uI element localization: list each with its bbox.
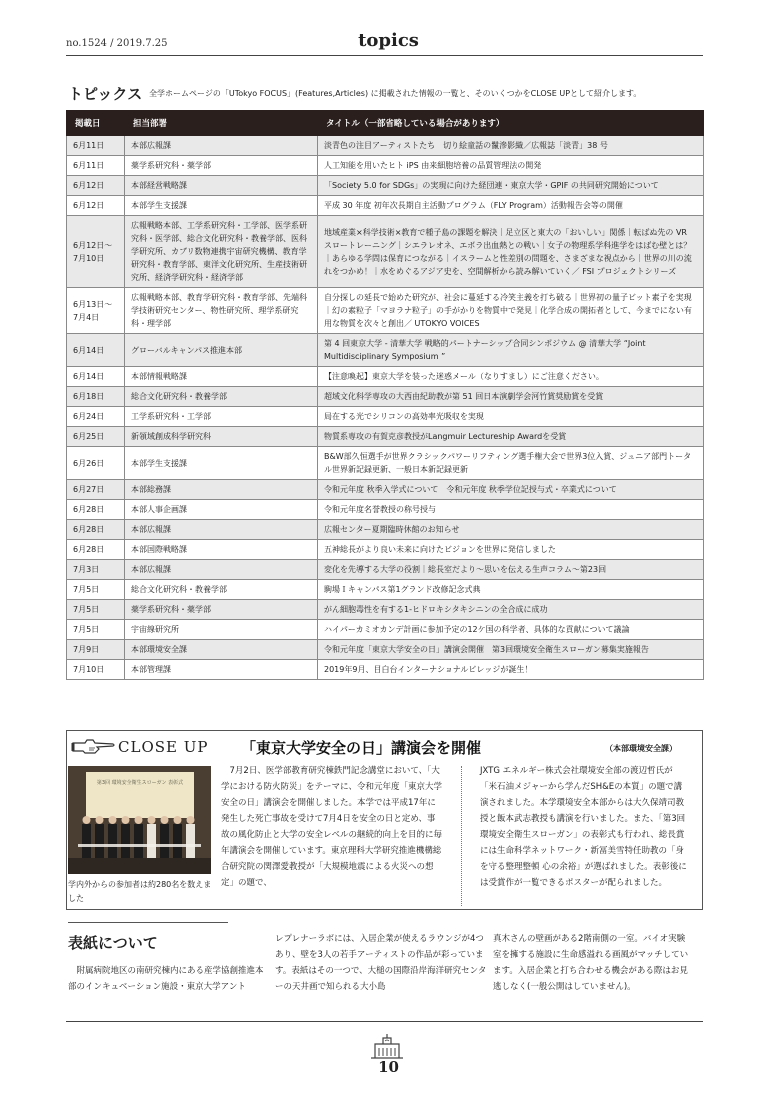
table-row (67, 447, 704, 480)
row-date: 6月14日 (67, 334, 125, 367)
topics-heading: トピックス (68, 85, 143, 103)
closeup-dept: （本部環境安全課） (605, 744, 677, 753)
row-date: 6月27日 (67, 480, 125, 500)
table-row (67, 640, 704, 660)
row-dept: 本部広報課 (125, 520, 318, 540)
row-dept: 広報戦略本部、教育学研究科・教育学部、先端科学技術研究センター、物性研究所、理学系研究科・理学部 (125, 288, 318, 334)
row-dept: 本部学生支援課 (125, 196, 318, 216)
row-date: 6月14日 (67, 367, 125, 387)
table-row (67, 480, 704, 500)
table-row (67, 156, 704, 176)
row-date: 6月25日 (67, 427, 125, 447)
row-dept: 薬学系研究科・薬学部 (125, 156, 318, 176)
table-row (67, 540, 704, 560)
page-number: 10 (378, 1058, 399, 1076)
event-photo (68, 766, 211, 874)
row-dept: 本部情報戦略課 (125, 367, 318, 387)
row-dept: 本部学生支援課 (125, 447, 318, 480)
column-header-date: 掲載日 (67, 111, 125, 136)
table-row (67, 580, 704, 600)
photo-caption: 学内外からの参加者は約280名を数えました (68, 880, 212, 903)
cover-body-col3: 真木さんの壁画がある2階南側の一室。バイオ実験室を擁する施設に生命感溢れる画風がマッチしています。入居企業と打ち合わせる機会がある際はお見逃しなく(一般公開はしていません)。 (493, 934, 689, 992)
photo-sign-text: 第3回 環境安全衛生スローガン 表彰式 (96, 780, 184, 786)
topics-intro: 全学ホームページの「UTokyo FOCUS」(Features,Articles) に掲載された情報の一覧と、そのいくつかをCLOSE UPとして紹介します。 (149, 89, 642, 98)
cover-body-col1: 附属病院地区の南研究棟内にある産学協創推進本部のインキュベーション施設・東京大学アント (68, 966, 264, 992)
table-row (67, 407, 704, 427)
footer-divider (66, 1021, 703, 1022)
closeup-body-col1: 7月2日、医学部教育研究棟鉄門記念講堂において、「大学における防火防災」をテーマに、令和元年度「東京大学安全の日」講演会を開催しました。本学では平成17年に発生した死亡事故を受けて7月4日を安全の日と定め、事故の風化防止と大学の安全レベルの継続的向上を目的に毎年講演会を開催しています。東京理科大学研究推進機構総合研究院の関澤愛教授が「大規模地震による火災への想定」の題で、 (221, 766, 443, 888)
row-title: 平成 30 年度 初年次長期自主活動プログラム（FLY Program）活動報告会等の開催 (318, 196, 704, 216)
row-title: 「Society 5.0 for SDGs」の実現に向けた経団連・東京大学・GPIF の共同研究開始について (318, 176, 704, 196)
pointing-hand-icon (71, 737, 115, 757)
column-header-dept: 担当部署 (125, 111, 318, 136)
column-header-title: タイトル（一部省略している場合があります） (318, 111, 704, 136)
row-date: 7月9日 (67, 640, 125, 660)
row-title: がん細胞毒性を有する1-ヒドロキシタキシニンの全合成に成功 (318, 600, 704, 620)
row-date: 6月11日 (67, 136, 125, 156)
table-row (67, 334, 704, 367)
row-title: 淡青色の注目アーティストたち 切り絵童話の鬣滲影織／広報誌「淡青」38 号 (318, 136, 704, 156)
row-title: 五神総長がより良い未来に向けたビジョンを世界に発信しました (318, 540, 704, 560)
row-title: 2019年9月、目白台インターナショナルビレッジが誕生！ (318, 660, 704, 680)
row-date: 7月5日 (67, 580, 125, 600)
closeup-title: 「東京大学安全の日」講演会を開催 (241, 739, 482, 757)
row-title: 変化を先導する大学の役割｜総長室だより～思いを伝える生声コラム～第23回 (318, 560, 704, 580)
row-dept: 新領域創成科学研究科 (125, 427, 318, 447)
cover-heading: 表紙について (68, 934, 158, 952)
row-date: 6月28日 (67, 500, 125, 520)
row-date: 6月11日 (67, 156, 125, 176)
table-row (67, 136, 704, 156)
row-dept: 本部環境安全課 (125, 640, 318, 660)
row-dept: 総合文化研究科・教養学部 (125, 580, 318, 600)
cover-divider (68, 922, 228, 923)
row-title: 第 4 回東京大学 - 清華大学 戦略的パートナーシップ合同シンポジウム @ 清華大学 “Joint Multidisciplinary Symposium ” (318, 334, 704, 367)
table-row (67, 500, 704, 520)
row-dept: 本部広報課 (125, 136, 318, 156)
row-dept: 宇宙線研究所 (125, 620, 318, 640)
row-dept: グローバルキャンパス推進本部 (125, 334, 318, 367)
row-date: 6月28日 (67, 540, 125, 560)
table-row (67, 427, 704, 447)
row-dept: 本部総務課 (125, 480, 318, 500)
table-row (67, 367, 704, 387)
row-title: 【注意喚起】東京大学を装った迷惑メール（なりすまし）にご注意ください。 (318, 367, 704, 387)
header-divider (66, 55, 703, 56)
row-date: 6月18日 (67, 387, 125, 407)
table-row (67, 560, 704, 580)
row-title: 自分探しの延長で始めた研究が、社会に蔓延する冷笑主義を打ち破る｜世界初の量子ビット素子を実現｜幻の素粒子「マヨラナ粒子」の手がかりを物質中で発見｜化学合成の開拓者として、今までにない有用な物質を次々と創出／ UTOKYO VOICES (318, 288, 704, 334)
row-date: 6月12日 (67, 196, 125, 216)
row-dept: 工学系研究科・工学部 (125, 407, 318, 427)
row-title: 超域文化科学専攻の大西由紀助教が第 51 回日本演劇学会河竹賞奨励賞を受賞 (318, 387, 704, 407)
table-row (67, 600, 704, 620)
cover-body-col2: レプレナーラボには、入居企業が使えるラウンジが4つあり、壁を3人の若手アーティストの作品が彩っています。表紙はその一つで、大槌の国際沿岸海洋研究センターの天井画で知られる大小島 (275, 934, 487, 992)
row-dept: 本部人事企画課 (125, 500, 318, 520)
row-date: 6月28日 (67, 520, 125, 540)
row-dept: 本部広報課 (125, 560, 318, 580)
row-dept: 薬学系研究科・薬学部 (125, 600, 318, 620)
row-dept: 本部経営戦略課 (125, 176, 318, 196)
table-row (67, 387, 704, 407)
closeup-body-col2: JXTG エネルギー株式会社環境安全部の渡辺哲氏が「米石油メジャーから学んだSH&Eの本質」の題で講演されました。本学環境安全本部からは大久保靖司教授と飯本武志教授も講演を行いました。また、「第3回環境安全衛生スローガン」の表彰式も行われ、総長賞には生命科学ネットワーク・新冨美雪特任助教の「身を守る整理整頓 心の余裕」が選ばれました。表彰後には受賞作が一覧できるポスターが配られました。 (480, 766, 687, 888)
row-title: B&W部久恒選手が世界クラシックパワーリフティング選手権大会で世界3位入賞、ジュニア部門トータル世界新記録更新、一般日本新記録更新 (318, 447, 704, 480)
table-row (67, 620, 704, 640)
row-date: 6月24日 (67, 407, 125, 427)
row-title: 駒場Ｉキャンパス第1グランド改修記念式典 (318, 580, 704, 600)
row-dept: 本部管理課 (125, 660, 318, 680)
table-row (67, 288, 704, 334)
table-header-row (67, 111, 704, 136)
issue-number: no.1524 / 2019.7.25 (66, 38, 168, 49)
row-date: 6月12日～ 7月10日 (67, 216, 125, 288)
row-dept: 総合文化研究科・教養学部 (125, 387, 318, 407)
column-divider (461, 766, 462, 906)
section-title: topics (358, 30, 419, 51)
row-date: 6月13日～ 7月4日 (67, 288, 125, 334)
row-title: 広報センター夏期臨時休館のお知らせ (318, 520, 704, 540)
row-title: 局在する光でシリコンの高効率光吸収を実現 (318, 407, 704, 427)
table-row (67, 176, 704, 196)
row-dept: 広報戦略本部、工学系研究科・工学部、医学系研究科・医学部、総合文化研究科・教養学部、医科学研究所、カブリ数物連携宇宙研究機構、教育学研究科・教育学部、東洋文化研究所、生産技術研究所、経済学研究科・経済学部 (125, 216, 318, 288)
closeup-label: CLOSE UP (118, 738, 209, 756)
row-title: 令和元年度名誉教授の称号授与 (318, 500, 704, 520)
table-row (67, 660, 704, 680)
row-title: 物質系専攻の有賀克彦教授がLangmuir Lectureship Awardを受賞 (318, 427, 704, 447)
table-row (67, 216, 704, 288)
row-dept: 本部国際戦略課 (125, 540, 318, 560)
row-title: 人工知能を用いたヒト iPS 由来細胞培養の品質管理法の開発 (318, 156, 704, 176)
row-date: 7月5日 (67, 600, 125, 620)
table-row (67, 196, 704, 216)
row-title: 令和元年度 秋季入学式について 令和元年度 秋季学位記授与式・卒業式について (318, 480, 704, 500)
row-date: 6月26日 (67, 447, 125, 480)
row-date: 6月12日 (67, 176, 125, 196)
yasuda-auditorium-icon (369, 1032, 405, 1060)
row-date: 7月10日 (67, 660, 125, 680)
row-title: ハイパーカミオカンデ計画に参加予定の12ケ国の科学者、具体的な貢献について議論 (318, 620, 704, 640)
row-date: 7月3日 (67, 560, 125, 580)
row-title: 地域産業×科学技術×教育で種子島の課題を解決｜足立区と東大の「おいしい」関係｜転ばぬ先の VR スロートレーニング｜シエラレオネ、エボラ出血熱との戦い｜女子の物理系学科進学をはばむ壁とは？｜あらゆる学問は保育につながる｜イスラームと性差別の問題を、さまざまな視点から｜世界の川の流れをつかめ！｜水をめぐるアジア史を、空間解析から読み解いていく／ FSI プロジェクトシリーズ (318, 216, 704, 288)
table-row (67, 520, 704, 540)
row-title: 令和元年度「東京大学安全の日」講演会開催 第3回環境安全衛生スローガン募集実施報告 (318, 640, 704, 660)
topics-table (66, 110, 704, 680)
row-date: 7月5日 (67, 620, 125, 640)
